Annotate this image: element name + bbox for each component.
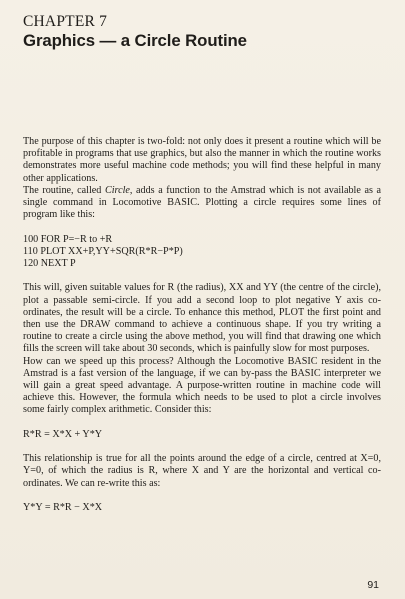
formula-rewrite: Y*Y = R*R − X*X [23, 502, 103, 514]
code-line-120: 120 NEXT P [23, 258, 76, 270]
spacer [23, 490, 381, 502]
paragraph-relationship: This relationship is true for all the points around the edge of a circle, centred at X=0, Y=0, of which the radius is R, where X and Y are the horizontal and vertical co-ordinates. We can re-write this as: [23, 453, 381, 489]
spacer [23, 221, 381, 233]
body-text [23, 136, 381, 514]
page-number: 91 [367, 579, 379, 591]
chapter-label: CHAPTER 7 [23, 13, 108, 30]
code-line-110: 110 PLOT XX+P,YY+SQR(R*R−P*P) [23, 245, 183, 257]
paragraph-purpose: The purpose of this chapter is two-fold: not only does it present a routine which will be profitable in programs that use graphics, but also the manner in which the routine works demonstrates more useful machine code methods; you will find these helpful in many other applications. [23, 136, 381, 184]
paragraph-routine-end: , adds a function to the Amstrad which is not available as a single command in Locomotive BASIC. Plotting a circle requires some lines of program like this: [23, 184, 381, 221]
spacer [23, 417, 381, 429]
routine-name: Circle [104, 184, 130, 196]
code-line-100: 100 FOR P=−R to +R [23, 233, 113, 245]
paragraph-method: This will, given suitable values for R (the radius), XX and YY (the centre of the circle), plot a passable semi-circle. If you add a second loop to plot negative Y axis co-ordinates, the result will be a circle. To enhance this method, PLOT the first point and then use the DRAW command to achieve a continuous shape. If you try writing a routine to create a circle using the above method, you will find that drawing one which fills the screen will take about 30 seconds, which is painfully slow for most purposes. [23, 282, 381, 355]
spacer [23, 441, 381, 453]
paragraph-routine [23, 185, 381, 222]
chapter-title: Graphics — a Circle Routine [23, 31, 247, 50]
paragraph-speed: How can we speed up this process? Although the Locomotive BASIC resident in the Amstrad is a fast version of the language, if we can by-pass the BASIC interpreter we will gain a great speed advantage. A purpose-written routine in machine code will achieve this. However, the formula which needs to be used to plot a circle involves some fairly complex arithmetic. Consider this: [23, 355, 381, 416]
spacer [23, 270, 381, 282]
formula-circle: R*R = X*X + Y*Y [23, 428, 103, 440]
paragraph-routine-start: The routine, called [23, 184, 105, 196]
